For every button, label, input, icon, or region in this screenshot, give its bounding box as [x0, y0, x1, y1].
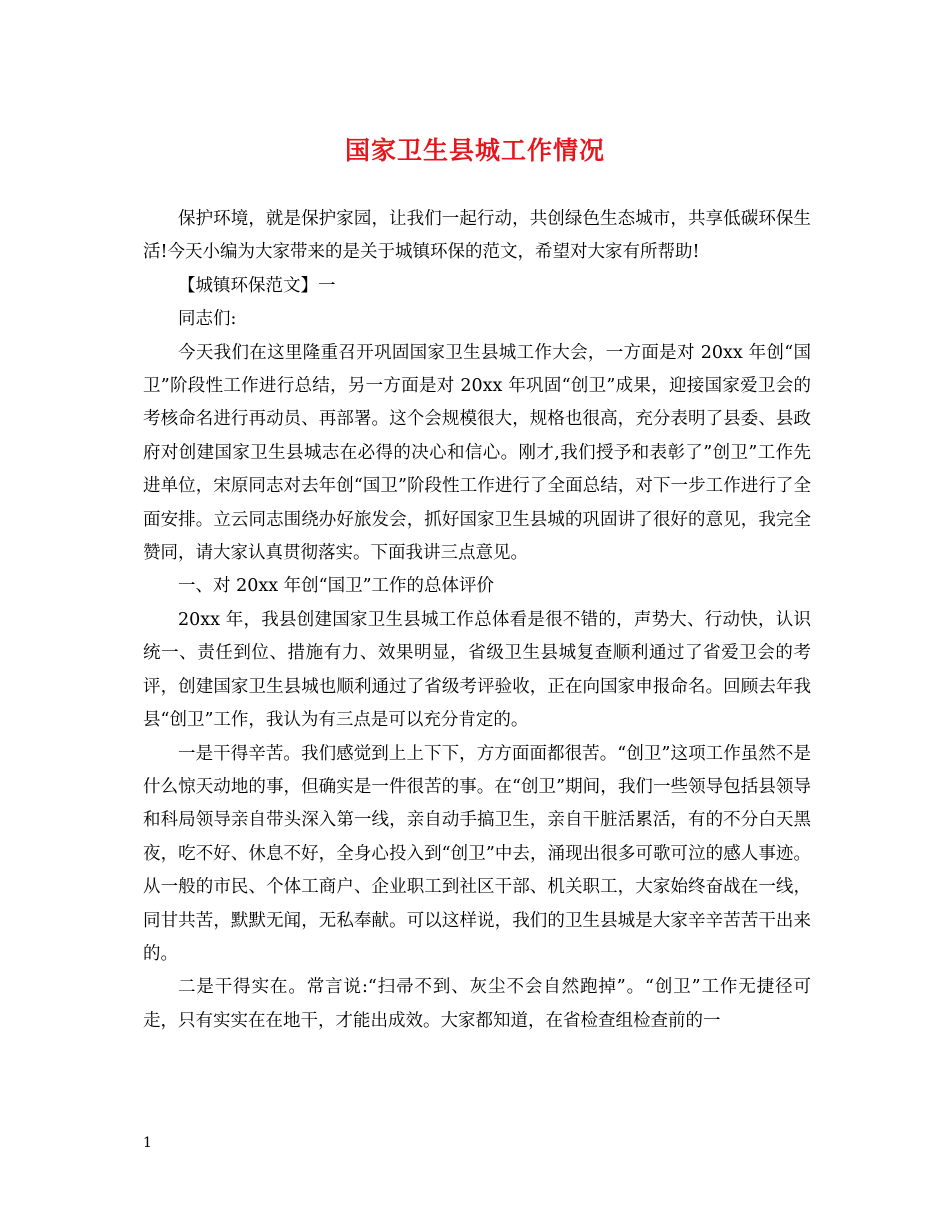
paragraph-heading-one: 一、对 20xx 年创“国卫”工作的总体评价	[178, 576, 495, 597]
paragraph-section-heading: 【城镇环保范文】一	[178, 275, 336, 296]
page-number: 1	[143, 1135, 152, 1151]
document-title: 国家卫生县城工作情况	[344, 136, 605, 165]
paragraph-opening: 今天我们在这里隆重召开巩固国家卫生县城工作大会，一方面是对 20xx 年创“国卫”阶段性工作进行总结，另一方面是对 20xx 年巩固“创卫”成果，迎接国家爱卫会的考核命名进行再动员、再部署。这个会规模很大，规格也很高，充分表明了县委、县政府对创建国家卫生县城志在必得的决心和信心。刚才,我们授予和表彰了”创卫”工作先进单位，宋原同志对去年创“国卫”阶段性工作进行了全面总结，对下一步工作进行了全面安排。立云同志围绕办好旅发会，抓好国家卫生县城的巩固讲了很好的意见，我完全赞同，请大家认真贯彻落实。下面我讲三点意见。	[143, 342, 811, 564]
paragraph-evaluation: 20xx 年，我县创建国家卫生县城工作总体看是很不错的，声势大、行动快，认识统一、责任到位、措施有力、效果明显，省级卫生县城复查顺利通过了省爱卫会的考评，创建国家卫生县城也顺利通过了省级考评验收，正在向国家申报命名。回顾去年我县“创卫”工作，我认为有三点是可以充分肯定的。	[143, 609, 811, 731]
paragraph-point-one: 一是干得辛苦。我们感觉到上上下下，方方面面都很苦。“创卫”这项工作虽然不是什么惊天动地的事，但确实是一件很苦的事。在“创卫”期间，我们一些领导包括县领导和科局领导亲自带头深入第一线，亲自动手搞卫生，亲自干脏活累活，有的不分白天黑夜，吃不好、休息不好，全身心投入到“创卫”中去，涌现出很多可歌可泣的感人事迹。从一般的市民、个体工商户、企业职工到社区干部、机关职工，大家始终奋战在一线，同甘共苦，默默无闻，无私奉献。可以这样说，我们的卫生县城是大家辛辛苦苦干出来的。	[143, 743, 811, 964]
document-body	[143, 203, 811, 1038]
paragraph-point-two: 二是干得实在。常言说:“扫帚不到、灰尘不会自然跑掉”。“创卫”工作无捷径可走，只有实实在在地干，才能出成效。大家都知道，在省检查组检查前的一	[143, 977, 811, 1031]
paragraph-intro: 保护环境，就是保护家园，让我们一起行动，共创绿色生态城市，共享低碳环保生活!今天小编为大家带来的是关于城镇环保的范文，希望对大家有所帮助!	[143, 209, 811, 263]
paragraph-salutation: 同志们:	[178, 309, 237, 330]
